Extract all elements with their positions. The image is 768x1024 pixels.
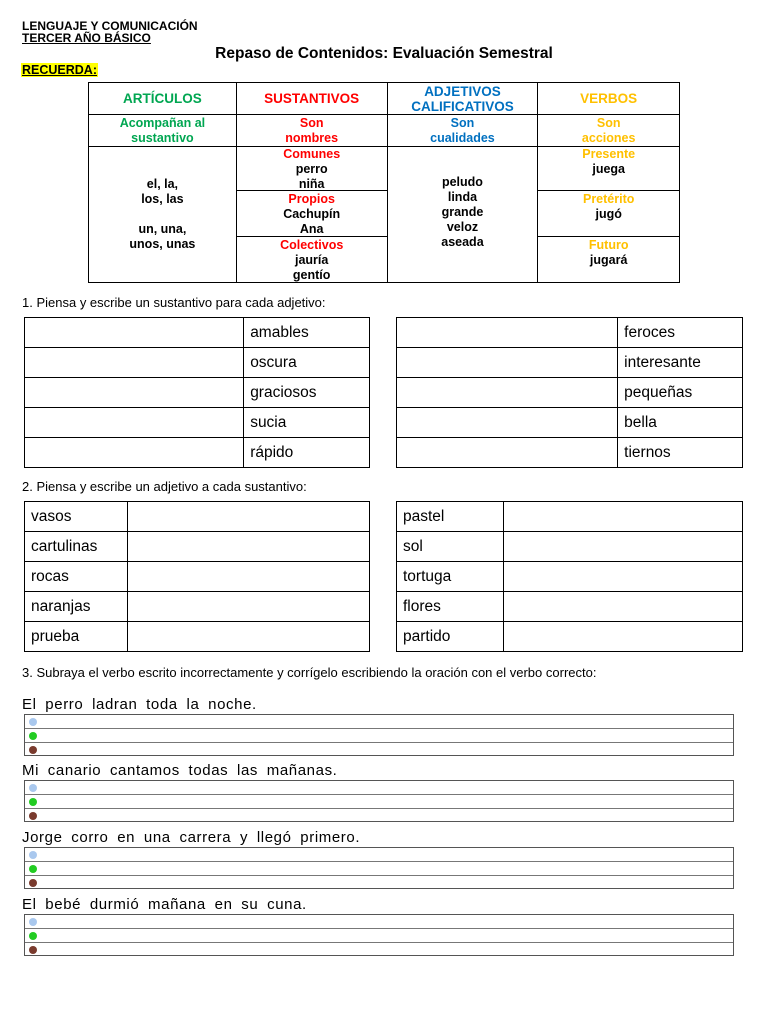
ex3-instruction: 3. Subraya el verbo escrito incorrectamente y corrígelo escribiendo la oración con el verbo correcto: xyxy=(22,665,597,680)
propios-label: Propios xyxy=(288,192,335,206)
sky-line-dot-icon xyxy=(29,718,37,726)
articulo-line: un, una, xyxy=(138,222,187,236)
colectivos-label: Colectivos xyxy=(280,238,344,252)
answer-cell[interactable] xyxy=(503,622,742,652)
answer-cell[interactable] xyxy=(25,318,244,348)
header-adjetivos xyxy=(387,83,538,115)
answer-cell[interactable] xyxy=(503,502,742,532)
ex1-right-table xyxy=(396,317,743,468)
ex2-right-table xyxy=(396,501,743,652)
noun-cell: tortuga xyxy=(397,562,504,592)
verbos-examples xyxy=(538,147,680,283)
subject-heading: LENGUAJE Y COMUNICACIÓN xyxy=(22,19,198,33)
sentence-3: Jorge corro en una carrera y llegó primero. xyxy=(22,829,361,846)
noun-cell: partido xyxy=(397,622,504,652)
header-sustantivos: SUSTANTIVOS xyxy=(236,83,387,115)
summary-table xyxy=(88,82,680,283)
colectivos-example: jauría xyxy=(294,253,329,267)
noun-cell: prueba xyxy=(25,622,128,652)
answer-cell[interactable] xyxy=(503,562,742,592)
adjetivo-example: aseada xyxy=(441,235,484,249)
answer-cell[interactable] xyxy=(397,318,618,348)
articulos-examples xyxy=(89,147,237,283)
def-adjetivos-text: Son cualidades xyxy=(430,115,495,145)
preterito-example: jugó xyxy=(595,207,622,221)
ground-line-dot-icon xyxy=(29,946,37,954)
adjetivos-examples xyxy=(387,147,538,283)
sustantivos-examples xyxy=(236,147,387,283)
ground-line-dot-icon xyxy=(29,879,37,887)
def-sustantivos xyxy=(236,115,387,147)
def-sustantivos-text: Son nombres xyxy=(285,115,339,145)
presente-label: Presente xyxy=(582,147,636,161)
answer-cell[interactable] xyxy=(127,562,369,592)
writing-lines-4[interactable] xyxy=(24,914,734,956)
grass-line-dot-icon xyxy=(29,798,37,806)
def-verbos xyxy=(538,115,680,147)
articulo-line: el, la, xyxy=(146,177,179,191)
presente-example: juega xyxy=(592,162,626,176)
adjective-cell: rápido xyxy=(244,438,370,468)
def-articulos xyxy=(89,115,237,147)
noun-cell: vasos xyxy=(25,502,128,532)
adjective-cell: pequeñas xyxy=(618,378,743,408)
def-adjetivos xyxy=(387,115,538,147)
preterito-label: Pretérito xyxy=(582,192,635,206)
answer-cell[interactable] xyxy=(127,622,369,652)
adjective-cell: bella xyxy=(618,408,743,438)
answer-cell[interactable] xyxy=(397,348,618,378)
noun-cell: flores xyxy=(397,592,504,622)
header-articulos: ARTÍCULOS xyxy=(89,83,237,115)
articulo-line: los, las xyxy=(141,192,184,206)
comunes-example: niña xyxy=(298,177,325,191)
ex1-instruction: 1. Piensa y escribe un sustantivo para cada adjetivo: xyxy=(22,295,326,310)
adjective-cell: interesante xyxy=(618,348,743,378)
noun-cell: sol xyxy=(397,532,504,562)
sentence-2: Mi canario cantamos todas las mañanas. xyxy=(22,762,338,779)
adjective-cell: oscura xyxy=(244,348,370,378)
grass-line-dot-icon xyxy=(29,865,37,873)
answer-cell[interactable] xyxy=(127,532,369,562)
answer-cell[interactable] xyxy=(127,592,369,622)
sentence-4: El bebé durmió mañana en su cuna. xyxy=(22,896,307,913)
def-articulos-text: Acompañan al sustantivo xyxy=(119,115,206,145)
adjetivo-example: linda xyxy=(447,190,478,204)
grass-line-dot-icon xyxy=(29,732,37,740)
answer-cell[interactable] xyxy=(503,592,742,622)
noun-cell: rocas xyxy=(25,562,128,592)
noun-cell: naranjas xyxy=(25,592,128,622)
answer-cell[interactable] xyxy=(503,532,742,562)
sky-line-dot-icon xyxy=(29,918,37,926)
propios-example: Cachupín xyxy=(283,207,341,221)
adjective-cell: tiernos xyxy=(618,438,743,468)
grass-line-dot-icon xyxy=(29,932,37,940)
ex2-instruction: 2. Piensa y escribe un adjetivo a cada sustantivo: xyxy=(22,479,307,494)
answer-cell[interactable] xyxy=(25,438,244,468)
answer-cell[interactable] xyxy=(397,408,618,438)
futuro-example: jugará xyxy=(589,253,628,267)
propios-example: Ana xyxy=(299,222,324,236)
answer-cell[interactable] xyxy=(25,348,244,378)
writing-lines-2[interactable] xyxy=(24,780,734,822)
grade-heading: TERCER AÑO BÁSICO xyxy=(22,31,151,45)
adjective-cell: amables xyxy=(244,318,370,348)
header-adjetivos-label: ADJETIVOS CALIFICATIVOS xyxy=(411,83,514,114)
page-title: Repaso de Contenidos: Evaluación Semestral xyxy=(215,45,553,62)
ex2-left-table xyxy=(24,501,370,652)
adjective-cell: sucia xyxy=(244,408,370,438)
header-verbos: VERBOS xyxy=(538,83,680,115)
noun-cell: pastel xyxy=(397,502,504,532)
noun-cell: cartulinas xyxy=(25,532,128,562)
recuerda-label: RECUERDA: xyxy=(22,63,97,77)
comunes-label: Comunes xyxy=(283,147,341,161)
adjective-cell: graciosos xyxy=(244,378,370,408)
answer-cell[interactable] xyxy=(25,408,244,438)
futuro-label: Futuro xyxy=(588,238,629,252)
adjetivo-example: peludo xyxy=(441,175,483,189)
answer-cell[interactable] xyxy=(25,378,244,408)
ex1-left-table xyxy=(24,317,370,468)
answer-cell[interactable] xyxy=(397,378,618,408)
ground-line-dot-icon xyxy=(29,812,37,820)
adjetivo-example: veloz xyxy=(446,220,479,234)
answer-cell[interactable] xyxy=(397,438,618,468)
sky-line-dot-icon xyxy=(29,784,37,792)
colectivos-example: gentío xyxy=(292,268,331,282)
adjective-cell: feroces xyxy=(618,318,743,348)
sentence-1: El perro ladran toda la noche. xyxy=(22,696,257,713)
writing-lines-3[interactable] xyxy=(24,847,734,889)
articulo-line: unos, unas xyxy=(129,237,196,251)
answer-cell[interactable] xyxy=(127,502,369,532)
comunes-example: perro xyxy=(295,162,328,176)
adjetivo-example: grande xyxy=(441,205,484,219)
def-verbos-text: Son acciones xyxy=(581,115,636,145)
ground-line-dot-icon xyxy=(29,746,37,754)
writing-lines-1[interactable] xyxy=(24,714,734,756)
sky-line-dot-icon xyxy=(29,851,37,859)
